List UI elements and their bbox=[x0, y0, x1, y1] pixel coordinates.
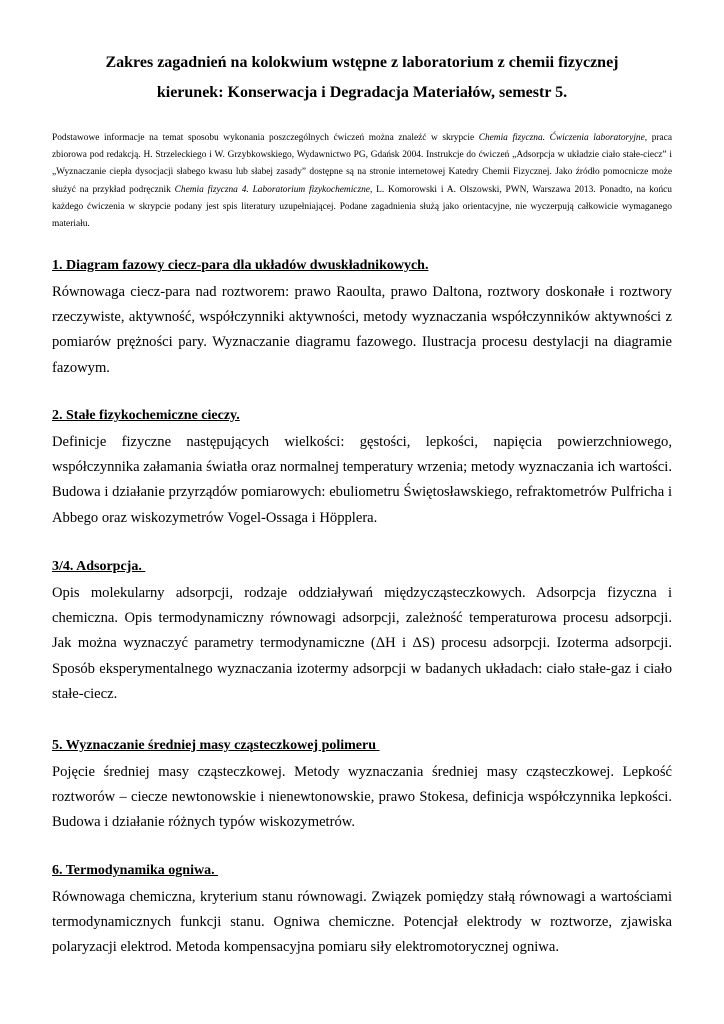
section-heading: 1. Diagram fazowy ciecz-para dla układów dwuskładnikowych. bbox=[52, 258, 429, 273]
intro-text-3: , L. Komorowski i A. Olszowski, PWN, Warszawa 2013. Ponadto, na końcu każdego ćwiczenia w skrypcie podany jest spis literatury uzupełniającej. Podane zagadnienia służą jako orientacyjne, nie wyczerpują całkowicie wymaganego materiału. bbox=[52, 184, 672, 230]
section-body: Opis molekularny adsorpcji, rodzaje oddziaływań międzycząsteczkowych. Adsorpcja fizyczna i chemiczna. Opis termodynamiczny równowagi adsorpcji, zależność temperaturowa procesu adsorpcji. Jak można wyznaczyć parametry termodynamiczne (ΔH i ΔS) procesu adsorpcji. Izoterma adsorpcji. Sposób eksperymentalnego wyznaczania izotermy adsorpcji w badanych układach: ciało stałe-gaz i ciało stałe-ciecz. bbox=[52, 585, 672, 702]
section-body: Pojęcie średniej masy cząsteczkowej. Metody wyznaczania średniej masy cząsteczkowej. Lepkość roztworów – ciecze newtonowskie i nienewtonowskie, prawo Stokesa, definicja współczynnika lepkości. Budowa i działanie różnych typów wiskozymetrów. bbox=[52, 764, 672, 831]
section-phase-diagram bbox=[52, 256, 672, 381]
section-liquid-constants bbox=[52, 406, 672, 531]
section-body: Równowaga chemiczna, kryterium stanu równowagi. Związek pomiędzy stałą równowagi a wartościami termodynamicznych funkcji stanu. Ogniwa chemiczne. Potencjał elektrody w roztworze, zjawiska polaryzacji elektrod. Metoda kompensacyjna pomiaru siły elektromotorycznej ogniwa. bbox=[52, 889, 672, 956]
intro-text-2: , praca zbiorowa pod redakcją. H. Strzeleckiego i W. Grzybkowskiego, Wydawnictwo PG, Gdańsk 2004. Instrukcje do ćwiczeń „Adsorpcja w układzie ciało stałe-ciecz” i „Wyznaczanie ciepła dysocjacji słabego kwasu lub słabej zasady” dostępne są na stronie internetowej Katedry Chemii Fizycznej. Jako źródło pomocnicze może służyć na przykład podręcznik bbox=[52, 133, 672, 195]
section-adsorption bbox=[52, 557, 672, 707]
section-body: Definicje fizyczne następujących wielkości: gęstości, lepkości, napięcia powierzchniowego, współczynnika załamania światła oraz normalnej temperatury wrzenia; metody wyznaczania ich wartości. Budowa i działanie przyrządów pomiarowych: ebuliometru Świętosławskiego, refraktometrów Pulfricha i Abbego oraz wiskozymetrów Vogel-Ossaga i Höpplera. bbox=[52, 434, 672, 526]
section-cell-thermodynamics bbox=[52, 861, 672, 961]
intro-book-title-1: Chemia fizyczna. Ćwiczenia laboratoryjne bbox=[478, 133, 645, 143]
section-heading: 3/4. Adsorpcja. bbox=[52, 559, 146, 574]
document-title-line-2: kierunek: Konserwacja i Degradacja Materiałów, semestr 5. bbox=[156, 84, 568, 101]
intro-paragraph bbox=[52, 130, 672, 233]
intro-book-title-2: Chemia fizyczna 4. Laboratorium fizykochemiczne bbox=[174, 184, 370, 195]
section-heading: 5. Wyznaczanie średniej masy cząsteczkowej polimeru bbox=[52, 738, 380, 753]
section-polymer-molar-mass bbox=[52, 736, 672, 836]
section-heading: 6. Termodynamika ogniwa. bbox=[52, 863, 219, 878]
intro-text-1: Podstawowe informacje na temat sposobu wykonania poszczególnych ćwiczeń można znaleźć w skrypcie bbox=[52, 133, 479, 143]
section-body: Równowaga ciecz-para nad roztworem: prawo Raoulta, prawo Daltona, roztwory doskonałe i roztwory rzeczywiste, aktywność, współczynniki aktywności, metody wyznaczania współczynników aktywności z pomiarów prężności pary. Wyznaczanie diagramu fazowego. Ilustracja procesu destylacji na diagramie fazowym. bbox=[52, 284, 672, 376]
document-title-line-1: Zakres zagadnień na kolokwium wstępne z laboratorium z chemii fizycznej bbox=[105, 54, 619, 71]
section-heading: 2. Stałe fizykochemiczne cieczy. bbox=[52, 408, 240, 423]
